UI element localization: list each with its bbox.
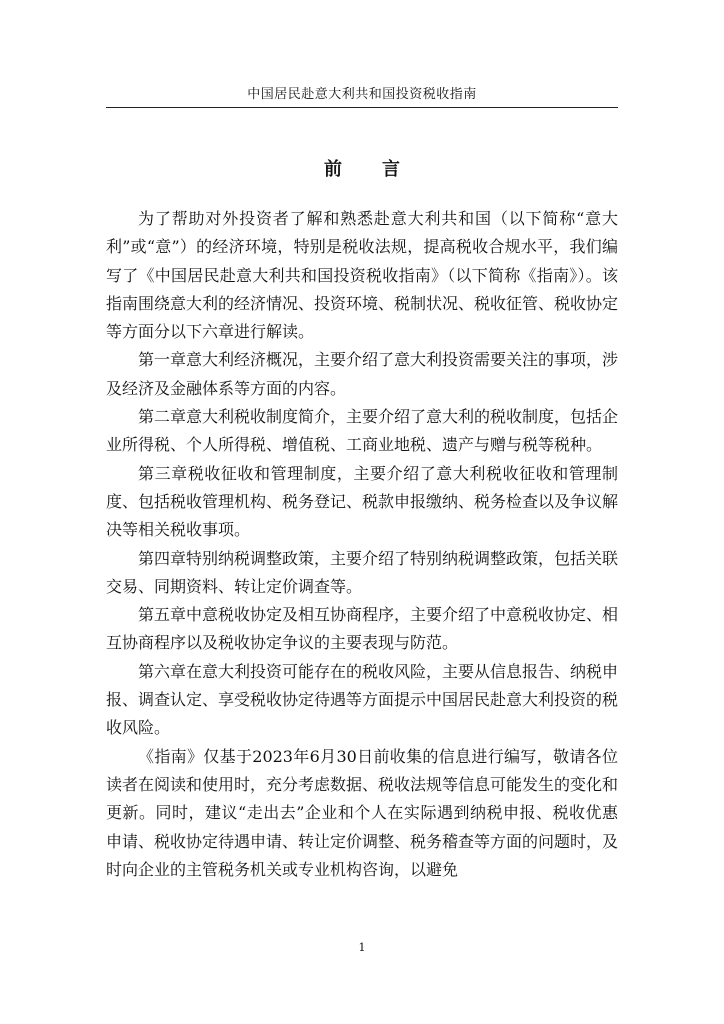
paragraph-chapter-5: 第五章中意税收协定及相互协商程序，主要介绍了中意税收协定、相互协商程序以及税收协定争议的主要表现与防范。	[106, 605, 619, 653]
document-body	[106, 205, 618, 884]
paragraph-chapter-3: 第三章税收征收和管理制度，主要介绍了意大利税收征收和管理制度、包括税收管理机构、税务登记、税款申报缴纳、税务检查以及争议解决等相关税收事项。	[106, 463, 619, 540]
paragraph-disclaimer: 《指南》仅基于2023年6月30日前收集的信息进行编写，敬请各位读者在阅读和使用时，充分考虑数据、税收法规等信息可能发生的变化和更新。同时，建议“走出去”企业和个人在实际遇到纳税申报、税收优惠申请、税收协定待遇申请、转让定价调整、税务稽查等方面的问题时，及时向企业的主管税务机关或专业机构咨询，以避免	[106, 746, 619, 879]
paragraph-chapter-6: 第六章在意大利投资可能存在的税收风险，主要从信息报告、纳税申报、调查认定、享受税收协定待遇等方面提示中国居民赴意大利投资的税收风险。	[106, 661, 619, 738]
paragraph-intro: 为了帮助对外投资者了解和熟悉赴意大利共和国（以下简称“意大利”或“意”）的经济环境，特别是税收法规，提高税收合规水平，我们编写了《中国居民赴意大利共和国投资税收指南》（以下简称《指南》）。该指南围绕意大利的经济情况、投资环境、税制状况、税收征管、税收协定等方面分以下六章进行解读。	[106, 209, 619, 342]
paragraph-chapter-1: 第一章意大利经济概况，主要介绍了意大利投资需要关注的事项，涉及经济及金融体系等方面的内容。	[106, 350, 619, 398]
paragraph-chapter-2: 第二章意大利税收制度简介，主要介绍了意大利的税收制度，包括企业所得税、个人所得税、增值税、工商业地税、遗产与赠与税等税种。	[106, 407, 619, 455]
running-header: 中国居民赴意大利共和国投资税收指南	[247, 87, 477, 102]
header-rule	[106, 107, 618, 108]
document-title: 前言	[324, 159, 440, 180]
page-number: 1	[358, 941, 366, 954]
paragraph-chapter-4: 第四章特别纳税调整政策，主要介绍了特别纳税调整政策，包括关联交易、同期资料、转让定价调查等。	[106, 548, 619, 596]
